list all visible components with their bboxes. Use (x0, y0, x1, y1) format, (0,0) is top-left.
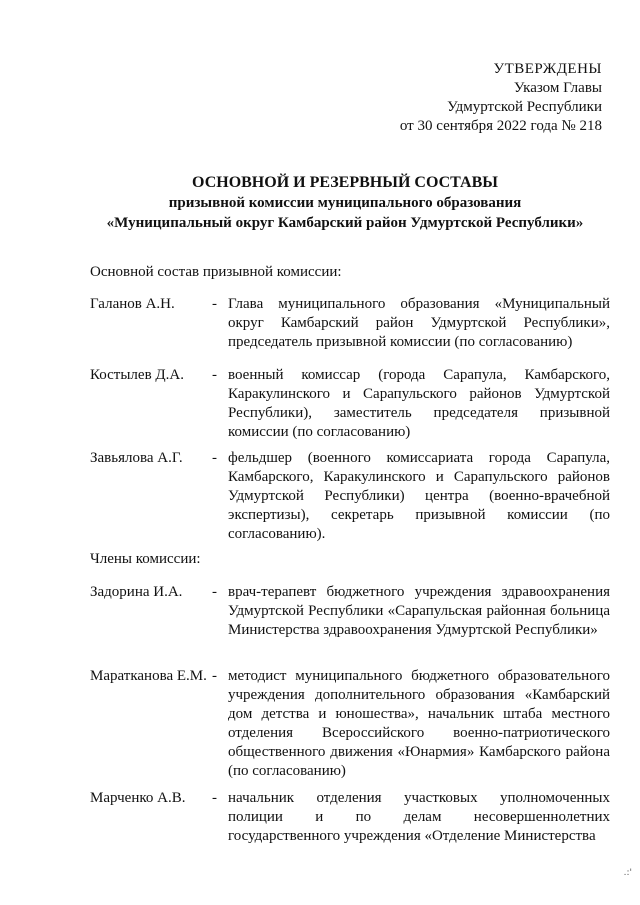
main-composition-label: Основной состав призывной комиссии: (90, 264, 342, 280)
approval-line-decree: Указом Главы (513, 80, 602, 96)
approval-title: УТВЕРЖДЕНЫ (493, 61, 602, 77)
document-heading (60, 173, 630, 233)
member-dash: - (212, 790, 217, 806)
member-dash: - (212, 450, 217, 466)
approval-stamp (352, 60, 602, 136)
member-name: Маратканова Е.М. (90, 668, 207, 684)
member-entry (90, 583, 610, 640)
scan-corner-mark: .:' (623, 868, 632, 878)
document-subtitle-line2: «Муниципальный округ Камбарский район Удмуртской Республики» (106, 215, 584, 231)
member-dash: - (212, 367, 217, 383)
member-role: Глава муниципального образования «Муниципальный округ Камбарский район Удмуртской Республики», председатель призывной комиссии (по согласованию) (228, 296, 610, 350)
member-role: начальник отделения участковых уполномоченных полиции и по делам несовершеннолетних государственного учреждения «Отделение Министерства (228, 790, 610, 844)
member-role: врач-терапевт бюджетного учреждения здравоохранения Удмуртской Республики «Сарапульская районная больница Министерства здравоохранения Удмуртской Республики» (228, 584, 610, 638)
document-subtitle-line1: призывной комиссии муниципального образования (168, 195, 522, 211)
member-dash: - (212, 668, 217, 684)
member-dash: - (212, 584, 217, 600)
approval-line-republic: Удмуртской Республики (447, 99, 602, 115)
member-entry (90, 449, 610, 544)
member-role: военный комиссар (города Сарапула, Камбарского, Каракулинского и Сарапульского районов Удмуртской Республики), заместитель председателя призывной комиссии (по согласованию) (228, 367, 610, 440)
member-role: методист муниципального бюджетного образовательного учреждения дополнительного образования «Камбарский дом детства и юношества», начальник штаба местного отделения Всероссийского военно-патриотического общественного движения «Юнармия» Камбарского района (по согласованию) (228, 668, 610, 779)
commission-members-label: Члены комиссии: (90, 551, 201, 567)
member-entry (90, 789, 610, 846)
member-entry (90, 366, 610, 442)
member-entry (90, 667, 610, 781)
member-name: Марченко А.В. (90, 790, 186, 806)
document-title: ОСНОВНОЙ И РЕЗЕРВНЫЙ СОСТАВЫ (192, 174, 498, 191)
member-name: Задорина И.А. (90, 584, 183, 600)
member-name: Галанов А.Н. (90, 296, 175, 312)
member-name: Завьялова А.Г. (90, 450, 183, 466)
member-entry (90, 295, 610, 352)
member-name: Костылев Д.А. (90, 367, 184, 383)
member-role: фельдшер (военного комиссариата города Сарапула, Камбарского, Каракулинского и Сарапульского районов Удмуртской Республики) центра (военно-врачебной экспертизы), секретарь призывной комиссии (по согласованию). (228, 450, 610, 542)
approval-line-date: от 30 сентября 2022 года № 218 (399, 118, 602, 134)
member-dash: - (212, 296, 217, 312)
